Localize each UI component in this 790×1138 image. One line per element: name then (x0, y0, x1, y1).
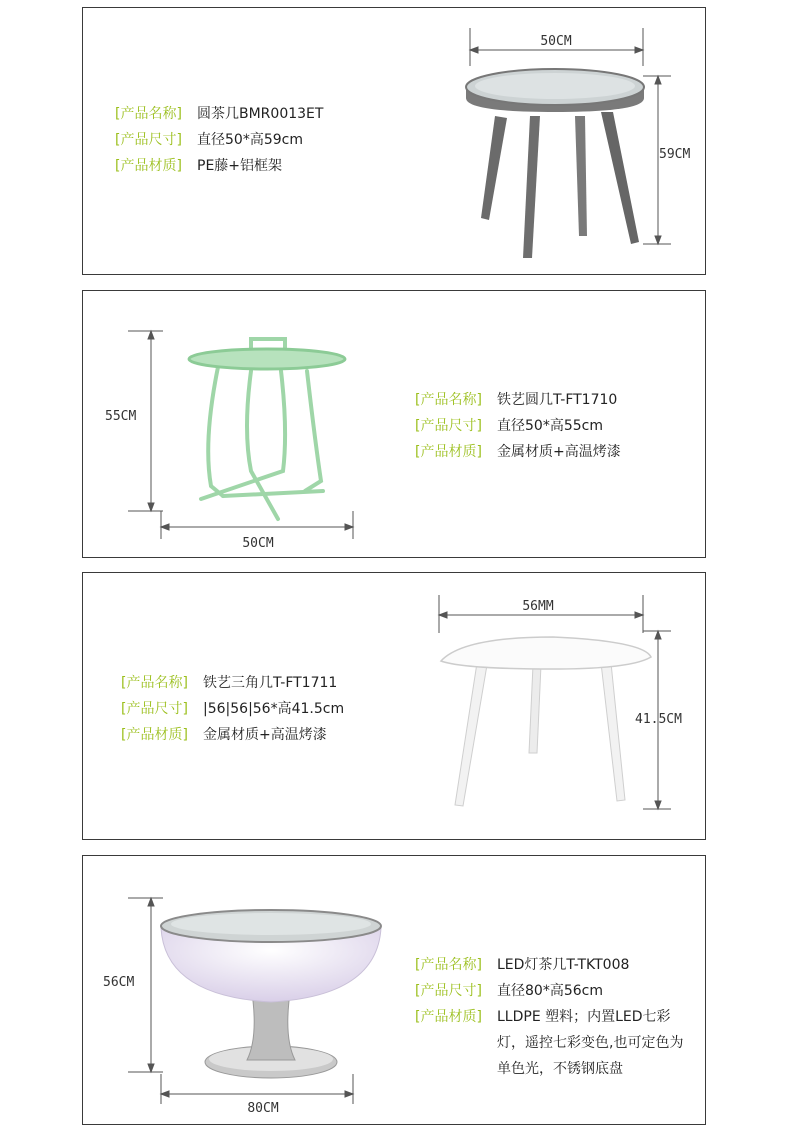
product-material: PE藤+铝框架 (197, 158, 283, 174)
product-material: 金属材质+高温烤漆 (203, 727, 327, 743)
height-label: 59CM (659, 147, 691, 162)
width-dimension (161, 1074, 353, 1104)
table-illustration (189, 339, 345, 519)
table-illustration (161, 910, 381, 1078)
spec-row-name (415, 387, 621, 413)
spec-label: [产品材质] (115, 158, 182, 174)
product-image-grey-round-table (83, 8, 707, 276)
spec-label: [产品名称] (415, 957, 482, 973)
product-size: 直径80*高56cm (497, 983, 603, 999)
product-card-1 (82, 7, 706, 275)
product-name: 铁艺圆几T-FT1710 (497, 392, 618, 408)
spec-label: [产品材质] (415, 1009, 482, 1025)
product-card-3 (82, 572, 706, 840)
spec-label: [产品材质] (415, 444, 482, 460)
product-name: 铁艺三角几T-FT1711 (203, 675, 338, 691)
spec-label: [产品名称] (115, 106, 182, 122)
product-material: LLDPE 塑料；内置LED七彩灯，遥控七彩变色,也可定色为单色光，不锈钢底盘 (497, 1009, 684, 1077)
spec-row-material (415, 1004, 692, 1082)
spec-label: [产品名称] (415, 392, 482, 408)
product-name: LED灯茶几T-TKT008 (497, 957, 630, 973)
table-illustration (466, 69, 644, 258)
height-label: 56CM (103, 975, 135, 990)
width-label: 80CM (247, 1101, 279, 1116)
height-label: 55CM (105, 409, 137, 424)
spec-row-name (415, 952, 692, 978)
height-label: 41.5CM (635, 712, 682, 727)
spec-label: [产品尺寸] (115, 132, 182, 148)
width-label: 50CM (540, 34, 572, 49)
product-card-4 (82, 855, 706, 1125)
product-specs (415, 387, 621, 465)
spec-label: [产品名称] (121, 675, 188, 691)
product-card-2 (82, 290, 706, 558)
spec-row-material (415, 439, 621, 465)
product-size: 直径50*高59cm (197, 132, 303, 148)
spec-label: [产品尺寸] (415, 983, 482, 999)
width-label: 50CM (242, 536, 274, 551)
product-specs (415, 952, 692, 1082)
spec-row-size (415, 978, 692, 1004)
product-size: |56|56|56*高41.5cm (203, 701, 345, 717)
width-label: 56MM (522, 599, 554, 614)
product-material: 金属材质+高温烤漆 (497, 444, 621, 460)
spec-label: [产品尺寸] (415, 418, 482, 434)
product-image-white-triangle-table (83, 573, 707, 841)
spec-label: [产品材质] (121, 727, 188, 743)
spec-label: [产品尺寸] (121, 701, 188, 717)
product-name: 圆茶几BMR0013ET (197, 106, 324, 122)
spec-row-size (415, 413, 621, 439)
width-dimension (161, 511, 353, 539)
table-illustration (441, 637, 651, 806)
product-size: 直径50*高55cm (497, 418, 603, 434)
